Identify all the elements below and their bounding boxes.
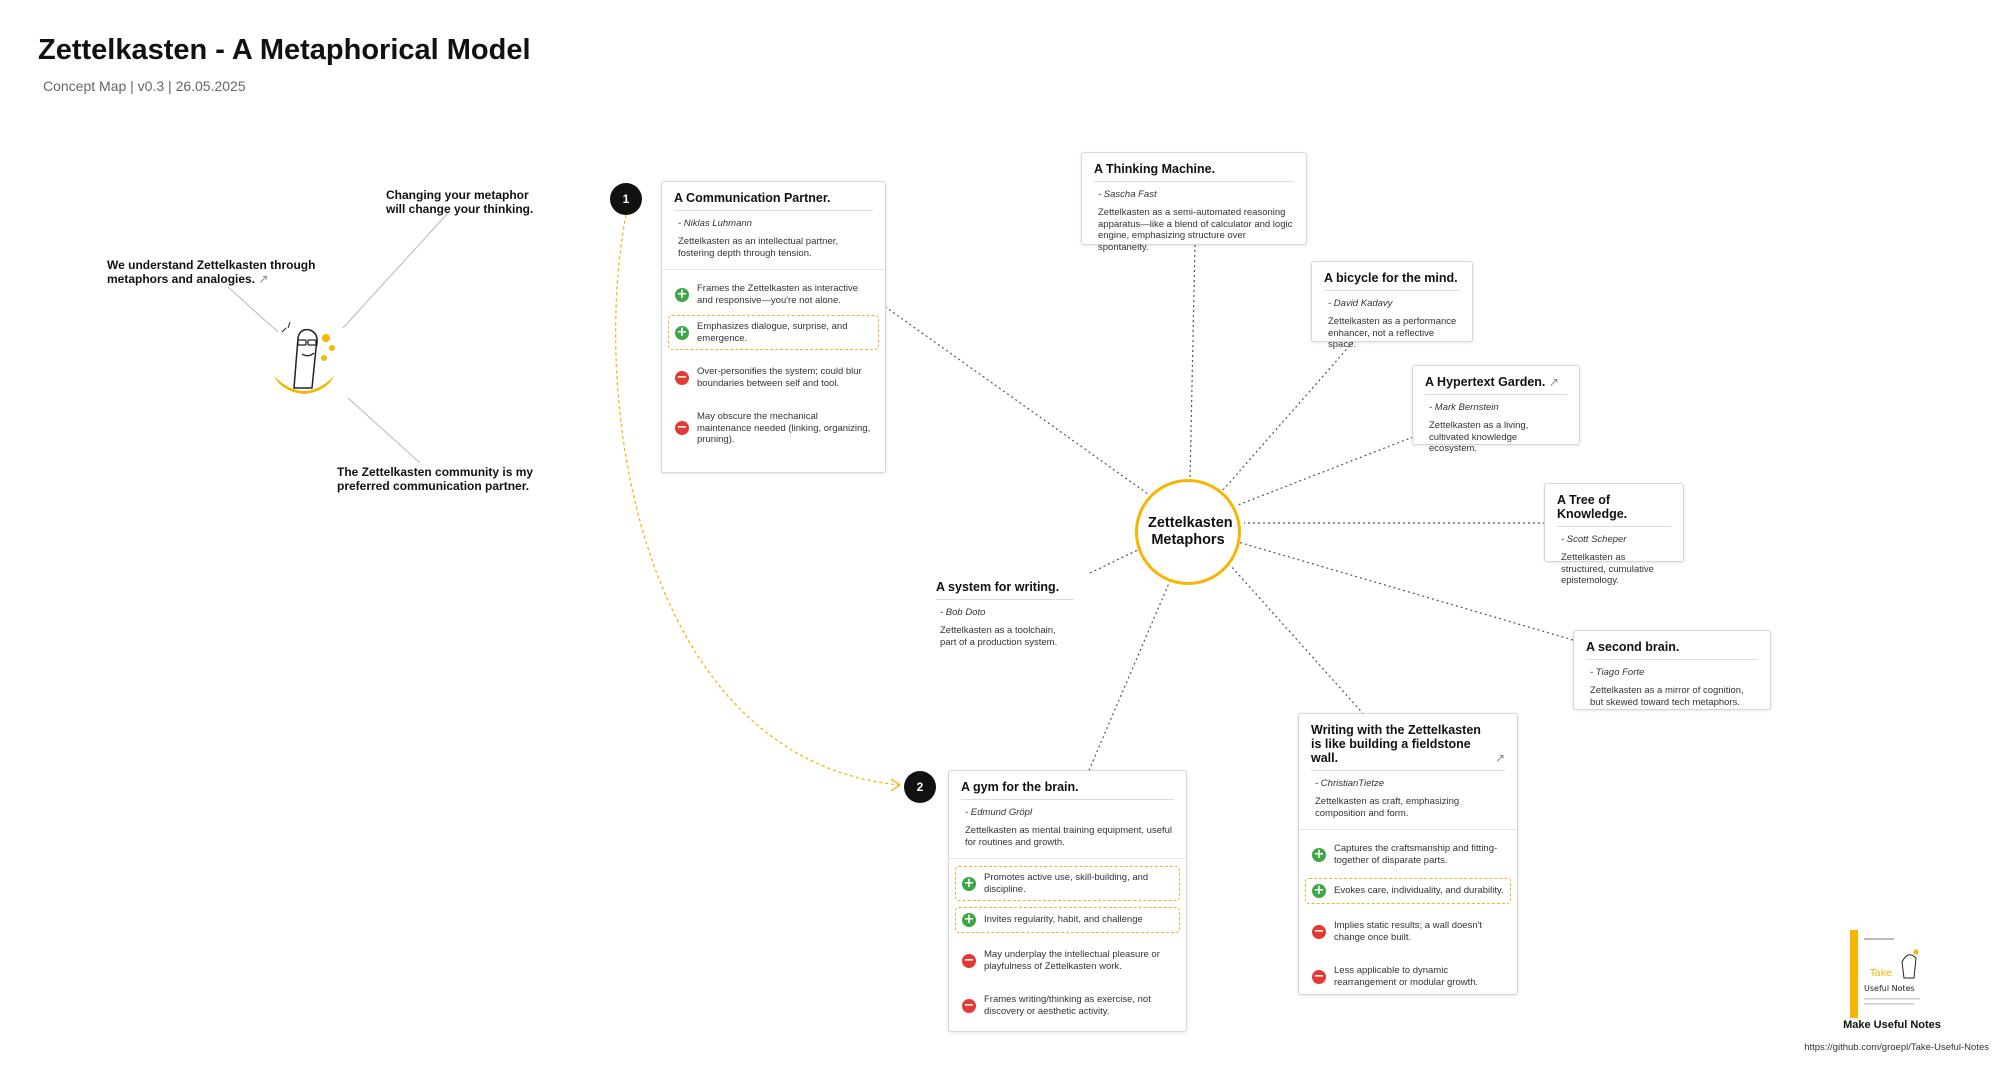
card-description: Zettelkasten as a semi-automated reasoning apparatus—like a blend of calculator and logic engine, emphasizing structure over spontaneity. bbox=[1098, 207, 1293, 253]
card-description: Zettelkasten as structured, cumulative epistemology. bbox=[1561, 552, 1654, 586]
minus-circle-icon: − bbox=[676, 369, 688, 385]
pro-item: + Emphasizes dialogue, surprise, and emergence. bbox=[668, 315, 879, 350]
card-title: Writing with the Zettelkasten is like building a fieldstone wall. ↗ bbox=[1311, 723, 1505, 771]
con-item: − Implies static results; a wall doesn't change once built. bbox=[1313, 920, 1483, 943]
card-author: - David Kadavy bbox=[1328, 298, 1393, 309]
plus-circle-icon: + bbox=[676, 286, 688, 302]
card-author: - Niklas Luhmann bbox=[678, 218, 752, 229]
page-subtitle: Concept Map | v0.3 | 26.05.2025 bbox=[43, 78, 246, 94]
minus-circle-icon: − bbox=[1313, 923, 1325, 939]
svg-text:Take: Take bbox=[1870, 968, 1893, 979]
note-community-text: The Zettelkasten community is my preferred communication partner. bbox=[337, 465, 534, 493]
hub-label: Zettelkasten Metaphors bbox=[1148, 515, 1233, 548]
card-title: A system for writing. bbox=[936, 580, 1074, 600]
minus-circle-icon: − bbox=[963, 952, 975, 968]
card-second-brain bbox=[1573, 630, 1771, 710]
link-note-community bbox=[348, 398, 420, 463]
card-description: Zettelkasten as mental training equipment, useful for routines and growth. bbox=[965, 825, 1173, 848]
card-description: Zettelkasten as a mirror of cognition, but skewed toward tech metaphors. bbox=[1590, 685, 1744, 708]
page-title: Zettelkasten - A Metaphorical Model bbox=[38, 34, 531, 66]
card-thinking-machine bbox=[1081, 152, 1307, 253]
con-item: − May obscure the mechanical maintenance needed (linking, organizing, pruning). bbox=[676, 411, 871, 445]
plus-circle-icon: + bbox=[963, 875, 975, 891]
plus-circle-icon: + bbox=[1313, 883, 1325, 898]
pro-item: + Captures the craftsmanship and fitting-together of disparate parts. bbox=[1313, 843, 1498, 866]
minus-circle-icon: − bbox=[676, 420, 688, 436]
book-cover-icon[interactable] bbox=[1850, 930, 1930, 1018]
step-badge-2: 2 bbox=[904, 771, 936, 803]
card-description: Zettelkasten as craft, emphasizing composition and form. bbox=[1315, 796, 1460, 819]
card-title: A second brain. bbox=[1586, 640, 1758, 660]
external-link-icon[interactable]: ↗ bbox=[258, 272, 269, 286]
plus-circle-icon: + bbox=[963, 912, 975, 927]
card-author: - Edmund Gröpl bbox=[965, 807, 1033, 818]
plus-circle-icon: + bbox=[1313, 846, 1325, 862]
link-fieldstone bbox=[1230, 565, 1367, 718]
card-hypertext-garden bbox=[1412, 365, 1580, 454]
con-item: − Over-personifies the system; could blur boundaries between self and tool. bbox=[676, 366, 862, 389]
external-link-icon[interactable]: ↗ bbox=[1494, 751, 1505, 765]
card-title: A bicycle for the mind. bbox=[1324, 271, 1460, 291]
card-fieldstone-wall bbox=[1298, 713, 1518, 995]
card-author: - Mark Bernstein bbox=[1429, 402, 1499, 413]
card-description: Zettelkasten as an intellectual partner, fostering depth through tension. bbox=[678, 236, 839, 259]
card-title: A Communication Partner. bbox=[674, 191, 873, 211]
note-understand-text: We understand Zettelkasten through metaphors and analogies. bbox=[107, 258, 316, 286]
card-author: - ChristianTietze bbox=[1315, 778, 1385, 789]
note-metaphor-change-text: Changing your metaphor will change your thinking. bbox=[386, 188, 534, 216]
con-item: − Less applicable to dynamic rearrangement or modular growth. bbox=[1313, 965, 1479, 988]
card-description: Zettelkasten as a living, cultivated knowledge ecosystem. bbox=[1429, 420, 1529, 454]
link-garden bbox=[1238, 437, 1413, 505]
note-community bbox=[337, 465, 537, 493]
card-title: A Thinking Machine. bbox=[1094, 162, 1294, 182]
card-tree-of-knowledge bbox=[1544, 483, 1684, 586]
card-author: - Scott Scheper bbox=[1561, 534, 1627, 545]
link-gym bbox=[1087, 576, 1172, 775]
card-description: Zettelkasten as a performance enhancer, not a reflective space. bbox=[1328, 316, 1457, 350]
card-author: - Bob Doto bbox=[940, 607, 986, 618]
card-system-for-writing bbox=[926, 571, 1086, 646]
note-understand bbox=[107, 258, 322, 286]
minus-circle-icon: − bbox=[963, 997, 975, 1013]
card-title: A Hypertext Garden. ↗ bbox=[1425, 375, 1567, 395]
mascot-icon bbox=[268, 318, 346, 402]
card-communication-partner bbox=[661, 181, 886, 473]
card-title: A gym for the brain. bbox=[961, 780, 1174, 800]
link-thinking bbox=[1190, 245, 1195, 479]
plus-circle-icon: + bbox=[676, 324, 688, 340]
pro-item: + Promotes active use, skill-building, and discipline. bbox=[955, 866, 1180, 901]
card-description: Zettelkasten as a toolchain, part of a production system. bbox=[940, 625, 1058, 648]
con-item: − Frames writing/thinking as exercise, not discovery or aesthetic activity. bbox=[963, 994, 1151, 1017]
external-link-icon[interactable]: ↗ bbox=[1548, 375, 1559, 389]
minus-circle-icon: − bbox=[1313, 968, 1325, 984]
card-gym-for-the-brain bbox=[948, 770, 1187, 1032]
pro-item: + Frames the Zettelkasten as interactive and responsive—you're not alone. bbox=[676, 283, 859, 306]
card-title: A Tree of Knowledge. bbox=[1557, 493, 1671, 527]
con-item: − May underplay the intellectual pleasure or playfulness of Zettelkasten work. bbox=[963, 949, 1160, 972]
pro-item: + Evokes care, individuality, and durability. bbox=[1305, 878, 1511, 904]
svg-text:Useful Notes: Useful Notes bbox=[1864, 984, 1915, 993]
step-badge-1: 1 bbox=[610, 183, 642, 215]
link-note-metaphor bbox=[343, 213, 448, 328]
card-bicycle-for-the-mind bbox=[1311, 261, 1473, 350]
pro-item: + Invites regularity, habit, and challenge bbox=[955, 907, 1180, 933]
card-author: - Tiago Forte bbox=[1590, 667, 1645, 678]
link-brain bbox=[1238, 542, 1573, 640]
hub-zettelkasten-metaphors bbox=[1135, 479, 1241, 585]
repo-url-link[interactable]: https://github.com/groepl/Take-Useful-Notes bbox=[1804, 1042, 1989, 1053]
book-label: Make Useful Notes bbox=[1843, 1019, 1941, 1031]
card-author: - Sascha Fast bbox=[1098, 189, 1157, 200]
note-metaphor-change bbox=[386, 188, 536, 216]
